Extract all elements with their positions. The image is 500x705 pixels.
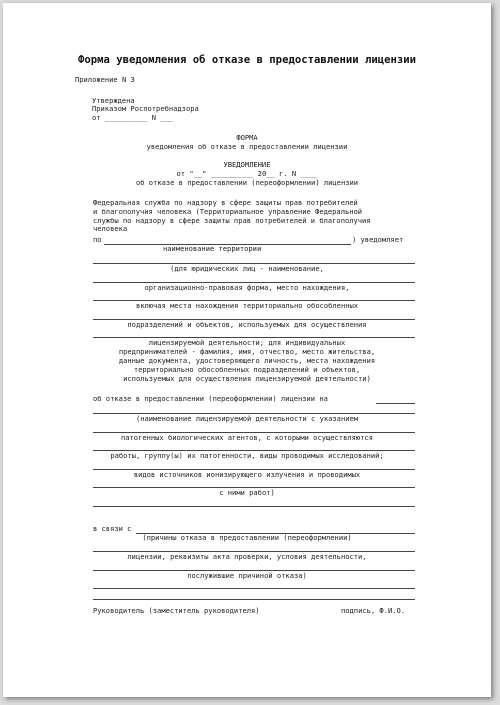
caption-line: используемых для осуществления лицензируемой деятельности): [123, 374, 371, 383]
fill-line: [93, 588, 415, 589]
caption-line: с ними работ): [219, 488, 275, 497]
signer-label: Руководитель (заместитель руководителя): [93, 606, 260, 615]
notice-heading: УВЕДОМЛЕНИЕ: [223, 160, 271, 169]
caption-line: лицензируемой деятельности; для индивидуальных: [148, 338, 346, 347]
caption-line: организационно-правовая форма, место нахождения,: [144, 283, 350, 292]
notifies-label: ) уведомляет: [352, 235, 404, 244]
caption-line: предпринимателей - фамилия, имя, отчество, место жительства,: [118, 347, 376, 356]
order-date: от __________ N ___: [92, 113, 174, 122]
appendix-label: Приложение N 3: [75, 75, 135, 84]
caption-line: данные документа, удостоверяющего личность, места нахождения: [118, 356, 376, 365]
caption-line: патогенных биологических агентов, с которыми осуществляются: [121, 433, 373, 442]
fill-line: [93, 599, 415, 600]
caption-line: (причины отказа в предоставлении (переоформлении): [142, 533, 352, 542]
form-subheading: уведомления об отказе в предоставлении лицензии: [146, 142, 348, 151]
caption-line: лицензии, реквизиты акта проверки, условия деятельности,: [127, 552, 367, 561]
form-heading: ФОРМА: [236, 133, 258, 142]
notice-subheading: об отказе в предоставлении (переоформлении) лицензии: [135, 178, 359, 187]
caption-line: (для юридических лиц - наименование,: [170, 264, 324, 273]
paragraph-line: человека: [93, 224, 128, 233]
caption-line: (наименование лицензируемой деятельности с указанием: [135, 414, 359, 423]
refusal-label: об отказе в предоставлении (переоформлении) лицензии на: [93, 394, 328, 403]
caption-line: включая места нахождения территориально обособленных: [135, 301, 359, 310]
paragraph-line: службы по надзору в сфере защиты прав потребителей и благополучия: [93, 216, 371, 225]
caption-line: работы, группу(ы) их патогенности, виды проводимых исследований;: [110, 451, 384, 460]
notice-date: от "__" __________ 20__ г. N ____: [176, 169, 318, 178]
fill-line: [93, 506, 415, 507]
caption-line: подразделений и объектов, используемых для осуществления: [127, 320, 367, 329]
signature-label: подпись, Ф.И.О.: [341, 606, 406, 615]
territory-caption: наименование территории: [163, 244, 262, 253]
paragraph-line: Федеральная служба по надзору в сфере защиты прав потребителей: [93, 198, 358, 207]
due-to-label: в связи с: [93, 524, 132, 533]
order-label: Приказом Роспотребнадзора: [92, 104, 199, 113]
document-page: [3, 3, 491, 697]
caption-line: территориально обособленных подразделений и объектов,: [133, 365, 361, 374]
approved-label: Утверждена: [92, 96, 135, 105]
caption-line: видов источников ионизирующего излучения и проводимых: [133, 470, 361, 479]
document-title: Форма уведомления об отказе в предоставлении лицензии: [77, 54, 417, 66]
caption-line: послужившие причиной отказа): [187, 571, 307, 580]
paragraph-line: и благополучия человека (Территориальное управление Федеральной: [93, 207, 363, 216]
po-label: по: [93, 235, 102, 244]
fill-line: [376, 403, 415, 404]
